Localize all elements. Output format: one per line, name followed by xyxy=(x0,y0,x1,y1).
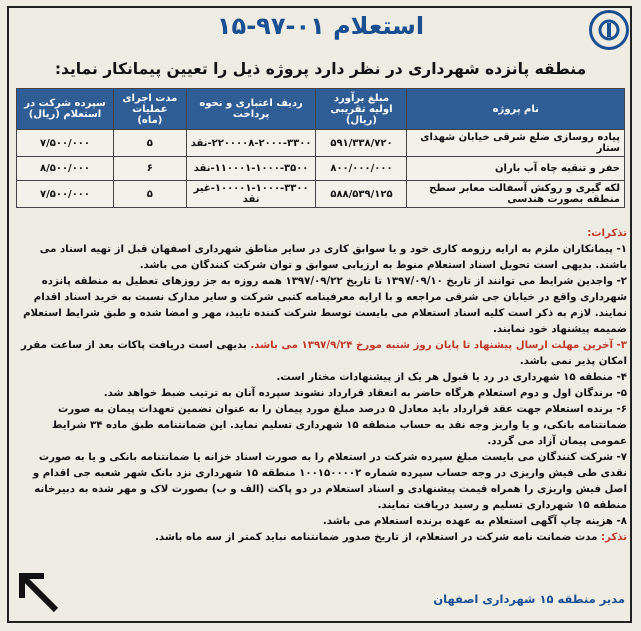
cell-estimate: ۸۰۰/۰۰۰/۰۰۰ xyxy=(316,157,407,181)
cell-estimate: ۵۸۸/۵۳۹/۱۲۵ xyxy=(316,181,407,208)
col-project-name: نام پروژه xyxy=(407,89,625,130)
note-1: ۱- پیمانکاران ملزم به ارایه رزومه کاری خود و یا سوابق کاری در سایر مناطق شهرداری اصفهان قبل از تهیه اسناد می باشند. بدیهی است تحویل اسناد استعلام منوط به ارزیابی سوابق و توان شرکت کنندگان می باشد. xyxy=(39,244,627,271)
cell-deposit: ۷/۵۰۰/۰۰۰ xyxy=(17,181,114,208)
cell-budget-line: ۲۲۰۰۰۰۸-۲۰۰۰-۳۳۰۰-نقد xyxy=(186,130,316,157)
cell-budget-line: ۱۱۰۰۰۱-۱۰۰۰-۳۵۰۰-نقد xyxy=(186,157,316,181)
announcement-subtitle: منطقه پانزده شهرداری در نظر دارد پروژه ذیل را تعیین پیمانکار نماید: xyxy=(54,60,587,78)
tip-label: تذکر: xyxy=(600,532,627,543)
cell-budget-line: ۱۰۰۰۰۱-۱۰۰۰-۳۳۰۰-غیر نقد xyxy=(186,181,316,208)
table-row xyxy=(17,181,625,208)
projects-table xyxy=(16,88,625,208)
cell-deposit: ۸/۵۰۰/۰۰۰ xyxy=(17,157,114,181)
notes-section xyxy=(14,226,627,546)
note-5: ۵- برندگان اول و دوم استعلام هرگاه حاضر به انعقاد قرارداد نشوند سپرده آنان به ترتیب ضبط خواهد شد. xyxy=(103,388,627,399)
notes-heading: تذکرات: xyxy=(587,228,627,239)
col-duration: مدت اجرای عملیات (ماه) xyxy=(114,89,187,130)
cell-project-name: حفر و تنقیه چاه آب باران xyxy=(407,157,625,181)
note-2: ۲- واجدین شرایط می توانند از تاریخ ۱۳۹۷/۰۹/۱۰ تا تاریخ ۱۳۹۷/۰۹/۲۲ همه روزه به جز روزهای تعطیل به منطقه پانزده شهرداری واقع در خیابان جی شرقی مراجعه و با ارایه معرفینامه کتبی شرکت و سایر مدارک نسبت به خرید اسناد اقدام نمایند. لازم به ذکر است کلیه اسناد استعلام می بایست توسط شرکت کننده تایید، مهر و امضا شده و طبق شرایط استعلام ضمیمه پیشنهاد خود نمایند. xyxy=(23,276,627,335)
note-4: ۴- منطقه ۱۵ شهرداری در رد یا قبول هر یک از پیشنهادات مختار است. xyxy=(276,372,627,383)
col-deposit: سپرده شرکت در استعلام (ریال) xyxy=(17,89,114,130)
tip-text: مدت ضمانت نامه شرکت در استعلام، از تاریخ صدور ضمانتنامه نباید کمتر از سه ماه باشد. xyxy=(155,532,598,543)
cell-duration: ۵ xyxy=(114,130,187,157)
note-8: ۸- هزینه چاپ آگهی استعلام به عهده برنده استعلام می باشد. xyxy=(322,516,627,527)
signature-line: مدیر منطقه ۱۵ شهرداری اصفهان xyxy=(433,592,625,606)
cell-deposit: ۷/۵۰۰/۰۰۰ xyxy=(17,130,114,157)
note-3 xyxy=(14,338,627,370)
page-title: استعلام ۰۱-۹۷-۱۵ xyxy=(216,12,425,40)
cell-project-name: پیاده روسازی ضلع شرقی خیابان شهدای ستار xyxy=(407,130,625,157)
cell-estimate: ۵۹۱/۳۳۸/۷۲۰ xyxy=(316,130,407,157)
note-7: ۷- شرکت کنندگان می بایست مبلغ سپرده شرکت در استعلام را به صورت اسناد خزانه یا ضمانتنامه بانکی و یا به صورت نقدی طی فیش واریزی در وجه حساب سپرده شماره ۱۰۰۱۵۰۰۰۰۲ منطقه ۱۵ شهرداری نزد بانک شهر شعبه جی اقدام و اصل فیش واریزی را همراه قیمت پیشنهادی و اسناد استعلام در دو پاکت (الف و ب) بصورت لاک و مهر شده به دبیرخانه منطقه ۱۵ شهرداری تسلیم و رسید دریافت نمایند. xyxy=(32,452,627,511)
table-header-row xyxy=(17,89,625,130)
col-estimate: مبلغ برآورد اولیه تقریبی (ریال) xyxy=(316,89,407,130)
corner-arrow-icon xyxy=(16,570,60,614)
cell-duration: ۶ xyxy=(114,157,187,181)
col-budget-line: ردیف اعتباری و نحوه پرداخت xyxy=(186,89,316,130)
table-row xyxy=(17,157,625,181)
note-3-remainder: بدیهی است دریافت پاکات بعد از ساعت مقرر امکان پذیر نمی باشد. xyxy=(21,340,627,367)
cell-project-name: لکه گیری و روکش آسفالت معابر سطح منطقه بصورت هندسی xyxy=(407,181,625,208)
cell-duration: ۵ xyxy=(114,181,187,208)
note-6: ۶- برنده استعلام جهت عقد قرارداد باید معادل ۵ درصد مبلغ مورد پیمان را به عنوان تضمین تعهدات پیمان به صورت ضمانتنامه بانکی، و یا واریز وجه نقد به حساب منطقه ۱۵ شهرداری تسلیم نماید. این ضمانتنامه طبق ماده ۳۴ شرایط عمومی پیمان آزاد می گردد. xyxy=(51,404,627,447)
note-3-deadline: ۳- آخرین مهلت ارسال پیشنهاد تا پایان روز شنبه مورخ ۱۳۹۷/۹/۲۴ می باشد. xyxy=(250,340,627,351)
table-row xyxy=(17,130,625,157)
guarantee-tip xyxy=(14,530,627,546)
